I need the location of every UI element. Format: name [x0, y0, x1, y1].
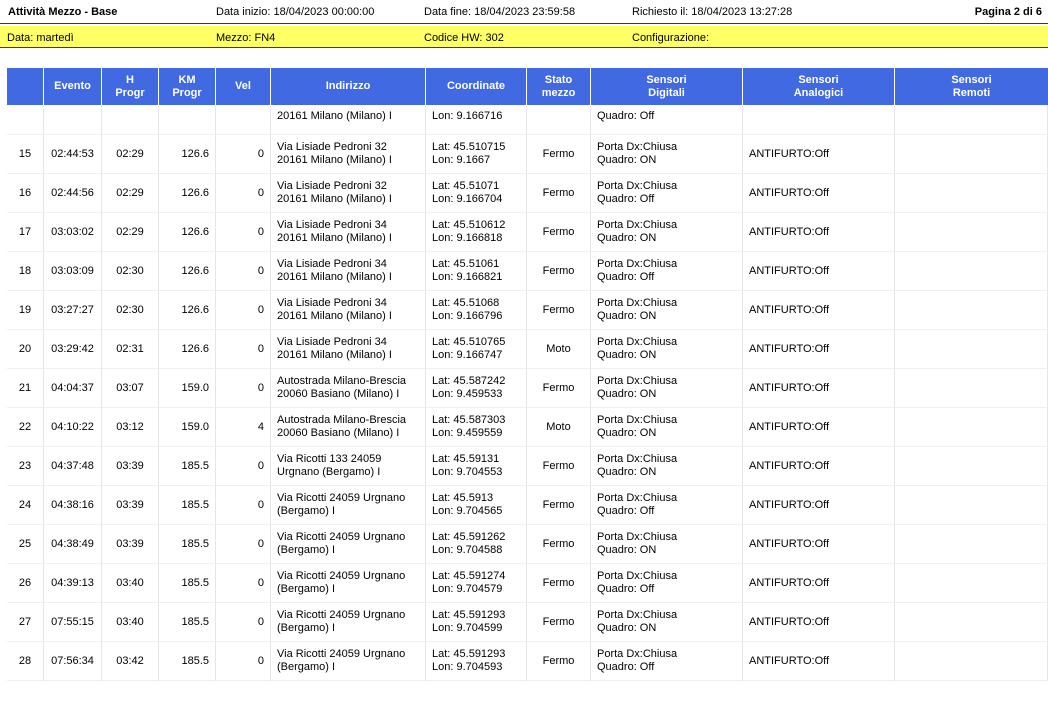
- col-sensori-digitali-header: Sensori Digitali: [591, 68, 743, 105]
- col-index-header: [7, 68, 44, 105]
- vehicle-status-cell: Fermo: [527, 291, 591, 330]
- h-progr-cell: 03:12: [102, 408, 159, 447]
- requested-date: Richiesto il: 18/04/2023 13:27:28: [632, 6, 793, 18]
- remote-sensors-cell: [895, 486, 1048, 525]
- info-configuration: Configurazione:: [632, 32, 710, 44]
- km-progr-cell: 126.6: [159, 174, 216, 213]
- remote-sensors-cell: [895, 291, 1048, 330]
- event-time-cell: 04:04:37: [44, 369, 102, 408]
- row-number-cell: 20: [7, 330, 44, 369]
- row-number-cell: 27: [7, 603, 44, 642]
- address-cell: Via Lisiade Pedroni 34 20161 Milano (Milano) I: [271, 252, 426, 291]
- table-row: [7, 174, 1048, 213]
- table-row: [7, 447, 1048, 486]
- table-row: [7, 486, 1048, 525]
- event-time-cell: 02:44:56: [44, 174, 102, 213]
- event-time-cell: 04:38:16: [44, 486, 102, 525]
- row-number-cell: 16: [7, 174, 44, 213]
- table-row: [7, 642, 1048, 681]
- end-date: Data fine: 18/04/2023 23:59:58: [424, 6, 576, 18]
- km-progr-cell: [159, 105, 216, 135]
- digital-sensors-cell: Porta Dx:Chiusa Quadro: ON: [591, 330, 743, 369]
- remote-sensors-cell: [895, 105, 1048, 135]
- h-progr-cell: 02:31: [102, 330, 159, 369]
- report-header: [0, 0, 1048, 24]
- coordinates-cell: Lat: 45.587242 Lon: 9.459533: [426, 369, 527, 408]
- vehicle-status-cell: Fermo: [527, 525, 591, 564]
- col-km-progr-header: KM Progr: [159, 68, 216, 105]
- vehicle-status-cell: [527, 105, 591, 135]
- analog-sensors-cell: ANTIFURTO:Off: [743, 447, 895, 486]
- activity-table: [7, 68, 1048, 681]
- row-number-cell: 21: [7, 369, 44, 408]
- km-progr-cell: 185.5: [159, 564, 216, 603]
- digital-sensors-cell: Porta Dx:Chiusa Quadro: Off: [591, 564, 743, 603]
- km-progr-cell: 185.5: [159, 486, 216, 525]
- row-number-cell: 17: [7, 213, 44, 252]
- event-time-cell: 03:29:42: [44, 330, 102, 369]
- vehicle-status-cell: Moto: [527, 330, 591, 369]
- address-cell: Via Ricotti 24059 Urgnano (Bergamo) I: [271, 486, 426, 525]
- row-number-cell: 25: [7, 525, 44, 564]
- digital-sensors-cell: Porta Dx:Chiusa Quadro: ON: [591, 603, 743, 642]
- col-sensori-analogici-header: Sensori Analogici: [743, 68, 895, 105]
- speed-cell: 0: [216, 486, 271, 525]
- speed-cell: 0: [216, 330, 271, 369]
- digital-sensors-cell: Porta Dx:Chiusa Quadro: Off: [591, 174, 743, 213]
- address-cell: Via Lisiade Pedroni 34 20161 Milano (Milano) I: [271, 291, 426, 330]
- analog-sensors-cell: ANTIFURTO:Off: [743, 642, 895, 681]
- speed-cell: 0: [216, 135, 271, 174]
- h-progr-cell: 03:39: [102, 525, 159, 564]
- analog-sensors-cell: ANTIFURTO:Off: [743, 135, 895, 174]
- analog-sensors-cell: ANTIFURTO:Off: [743, 603, 895, 642]
- speed-cell: 0: [216, 174, 271, 213]
- event-time-cell: 02:44:53: [44, 135, 102, 174]
- analog-sensors-cell: ANTIFURTO:Off: [743, 174, 895, 213]
- coordinates-cell: Lat: 45.587303 Lon: 9.459559: [426, 408, 527, 447]
- table-row: [7, 525, 1048, 564]
- col-h-progr-header: H Progr: [102, 68, 159, 105]
- row-number-cell: 22: [7, 408, 44, 447]
- h-progr-cell: 03:07: [102, 369, 159, 408]
- vehicle-status-cell: Fermo: [527, 174, 591, 213]
- h-progr-cell: 03:40: [102, 603, 159, 642]
- event-time-cell: 04:38:49: [44, 525, 102, 564]
- col-coordinate-header: Coordinate: [426, 68, 527, 105]
- remote-sensors-cell: [895, 564, 1048, 603]
- digital-sensors-cell: Porta Dx:Chiusa Quadro: ON: [591, 525, 743, 564]
- coordinates-cell: Lon: 9.166716: [426, 105, 527, 135]
- speed-cell: 0: [216, 564, 271, 603]
- vehicle-status-cell: Fermo: [527, 135, 591, 174]
- analog-sensors-cell: ANTIFURTO:Off: [743, 408, 895, 447]
- analog-sensors-cell: ANTIFURTO:Off: [743, 213, 895, 252]
- event-time-cell: 04:39:13: [44, 564, 102, 603]
- table-row: [7, 408, 1048, 447]
- analog-sensors-cell: ANTIFURTO:Off: [743, 486, 895, 525]
- address-cell: Via Lisiade Pedroni 34 20161 Milano (Milano) I: [271, 213, 426, 252]
- remote-sensors-cell: [895, 174, 1048, 213]
- address-cell: Autostrada Milano-Brescia 20060 Basiano (Milano) I: [271, 408, 426, 447]
- row-number-cell: 28: [7, 642, 44, 681]
- vehicle-status-cell: Fermo: [527, 642, 591, 681]
- coordinates-cell: Lat: 45.51071 Lon: 9.166704: [426, 174, 527, 213]
- table-row: [7, 105, 1048, 135]
- km-progr-cell: 159.0: [159, 408, 216, 447]
- analog-sensors-cell: ANTIFURTO:Off: [743, 252, 895, 291]
- km-progr-cell: 126.6: [159, 252, 216, 291]
- table-row: [7, 564, 1048, 603]
- event-time-cell: 07:55:15: [44, 603, 102, 642]
- table-header-row: [7, 68, 1048, 105]
- address-cell: Via Ricotti 24059 Urgnano (Bergamo) I: [271, 603, 426, 642]
- start-date: Data inizio: 18/04/2023 00:00:00: [216, 6, 375, 18]
- table-row: [7, 603, 1048, 642]
- row-number-cell: [7, 105, 44, 135]
- coordinates-cell: Lat: 45.591274 Lon: 9.704579: [426, 564, 527, 603]
- col-evento-header: Evento: [44, 68, 102, 105]
- speed-cell: 0: [216, 603, 271, 642]
- digital-sensors-cell: Porta Dx:Chiusa Quadro: Off: [591, 642, 743, 681]
- remote-sensors-cell: [895, 213, 1048, 252]
- speed-cell: 0: [216, 213, 271, 252]
- event-time-cell: [44, 105, 102, 135]
- speed-cell: 4: [216, 408, 271, 447]
- event-time-cell: 03:03:09: [44, 252, 102, 291]
- address-cell: Autostrada Milano-Brescia 20060 Basiano (Milano) I: [271, 369, 426, 408]
- analog-sensors-cell: [743, 105, 895, 135]
- address-cell: Via Ricotti 24059 Urgnano (Bergamo) I: [271, 642, 426, 681]
- address-cell: Via Lisiade Pedroni 34 20161 Milano (Milano) I: [271, 330, 426, 369]
- address-cell: 20161 Milano (Milano) I: [271, 105, 426, 135]
- speed-cell: 0: [216, 642, 271, 681]
- h-progr-cell: [102, 105, 159, 135]
- vehicle-status-cell: Fermo: [527, 447, 591, 486]
- remote-sensors-cell: [895, 252, 1048, 291]
- vehicle-status-cell: Moto: [527, 408, 591, 447]
- coordinates-cell: Lat: 45.59131 Lon: 9.704553: [426, 447, 527, 486]
- digital-sensors-cell: Porta Dx:Chiusa Quadro: ON: [591, 213, 743, 252]
- km-progr-cell: 159.0: [159, 369, 216, 408]
- row-number-cell: 23: [7, 447, 44, 486]
- table-row: [7, 291, 1048, 330]
- table-row: [7, 330, 1048, 369]
- page-indicator: Pagina 2 di 6: [974, 6, 1042, 18]
- speed-cell: 0: [216, 369, 271, 408]
- remote-sensors-cell: [895, 525, 1048, 564]
- event-time-cell: 04:37:48: [44, 447, 102, 486]
- col-sensori-remoti-header: Sensori Remoti: [895, 68, 1048, 105]
- coordinates-cell: Lat: 45.591293 Lon: 9.704593: [426, 642, 527, 681]
- col-stato-mezzo-header: Stato mezzo: [527, 68, 591, 105]
- speed-cell: 0: [216, 252, 271, 291]
- row-number-cell: 26: [7, 564, 44, 603]
- event-time-cell: 03:03:02: [44, 213, 102, 252]
- remote-sensors-cell: [895, 642, 1048, 681]
- analog-sensors-cell: ANTIFURTO:Off: [743, 291, 895, 330]
- vehicle-status-cell: Fermo: [527, 252, 591, 291]
- digital-sensors-cell: Porta Dx:Chiusa Quadro: Off: [591, 252, 743, 291]
- address-cell: Via Ricotti 133 24059 Urgnano (Bergamo) I: [271, 447, 426, 486]
- remote-sensors-cell: [895, 330, 1048, 369]
- address-cell: Via Ricotti 24059 Urgnano (Bergamo) I: [271, 525, 426, 564]
- report-title: Attività Mezzo - Base: [8, 6, 118, 18]
- coordinates-cell: Lat: 45.5913 Lon: 9.704565: [426, 486, 527, 525]
- h-progr-cell: 03:39: [102, 486, 159, 525]
- speed-cell: 0: [216, 525, 271, 564]
- analog-sensors-cell: ANTIFURTO:Off: [743, 525, 895, 564]
- info-day: Data: martedì: [7, 32, 74, 44]
- table-body: [7, 105, 1048, 681]
- digital-sensors-cell: Porta Dx:Chiusa Quadro: ON: [591, 408, 743, 447]
- row-number-cell: 18: [7, 252, 44, 291]
- h-progr-cell: 02:29: [102, 174, 159, 213]
- event-time-cell: 04:10:22: [44, 408, 102, 447]
- km-progr-cell: 126.6: [159, 330, 216, 369]
- coordinates-cell: Lat: 45.51061 Lon: 9.166821: [426, 252, 527, 291]
- digital-sensors-cell: Porta Dx:Chiusa Quadro: ON: [591, 447, 743, 486]
- h-progr-cell: 02:29: [102, 135, 159, 174]
- row-number-cell: 24: [7, 486, 44, 525]
- vehicle-status-cell: Fermo: [527, 564, 591, 603]
- digital-sensors-cell: Porta Dx:Chiusa Quadro: ON: [591, 369, 743, 408]
- h-progr-cell: 02:29: [102, 213, 159, 252]
- table-row: [7, 213, 1048, 252]
- km-progr-cell: 185.5: [159, 603, 216, 642]
- vehicle-status-cell: Fermo: [527, 369, 591, 408]
- coordinates-cell: Lat: 45.510765 Lon: 9.166747: [426, 330, 527, 369]
- h-progr-cell: 03:42: [102, 642, 159, 681]
- km-progr-cell: 126.6: [159, 213, 216, 252]
- address-cell: Via Lisiade Pedroni 32 20161 Milano (Milano) I: [271, 174, 426, 213]
- analog-sensors-cell: ANTIFURTO:Off: [743, 369, 895, 408]
- event-time-cell: 07:56:34: [44, 642, 102, 681]
- digital-sensors-cell: Quadro: Off: [591, 105, 743, 135]
- km-progr-cell: 185.5: [159, 525, 216, 564]
- row-number-cell: 15: [7, 135, 44, 174]
- digital-sensors-cell: Porta Dx:Chiusa Quadro: ON: [591, 135, 743, 174]
- km-progr-cell: 185.5: [159, 447, 216, 486]
- km-progr-cell: 185.5: [159, 642, 216, 681]
- coordinates-cell: Lat: 45.591293 Lon: 9.704599: [426, 603, 527, 642]
- coordinates-cell: Lat: 45.51068 Lon: 9.166796: [426, 291, 527, 330]
- speed-cell: 0: [216, 447, 271, 486]
- vehicle-status-cell: Fermo: [527, 486, 591, 525]
- info-bar: [0, 26, 1048, 48]
- row-number-cell: 19: [7, 291, 44, 330]
- vehicle-status-cell: Fermo: [527, 213, 591, 252]
- address-cell: Via Lisiade Pedroni 32 20161 Milano (Milano) I: [271, 135, 426, 174]
- h-progr-cell: 02:30: [102, 252, 159, 291]
- address-cell: Via Ricotti 24059 Urgnano (Bergamo) I: [271, 564, 426, 603]
- table-row: [7, 135, 1048, 174]
- col-vel-header: Vel: [216, 68, 271, 105]
- km-progr-cell: 126.6: [159, 135, 216, 174]
- info-hw-code: Codice HW: 302: [424, 32, 504, 44]
- analog-sensors-cell: ANTIFURTO:Off: [743, 330, 895, 369]
- table-row: [7, 252, 1048, 291]
- km-progr-cell: 126.6: [159, 291, 216, 330]
- remote-sensors-cell: [895, 369, 1048, 408]
- table-row: [7, 369, 1048, 408]
- coordinates-cell: Lat: 45.591262 Lon: 9.704588: [426, 525, 527, 564]
- remote-sensors-cell: [895, 408, 1048, 447]
- h-progr-cell: 03:39: [102, 447, 159, 486]
- speed-cell: 0: [216, 291, 271, 330]
- info-vehicle: Mezzo: FN4: [216, 32, 276, 44]
- col-indirizzo-header: Indirizzo: [271, 68, 426, 105]
- analog-sensors-cell: ANTIFURTO:Off: [743, 564, 895, 603]
- remote-sensors-cell: [895, 135, 1048, 174]
- speed-cell: [216, 105, 271, 135]
- h-progr-cell: 03:40: [102, 564, 159, 603]
- event-time-cell: 03:27:27: [44, 291, 102, 330]
- coordinates-cell: Lat: 45.510715 Lon: 9.1667: [426, 135, 527, 174]
- coordinates-cell: Lat: 45.510612 Lon: 9.166818: [426, 213, 527, 252]
- remote-sensors-cell: [895, 447, 1048, 486]
- remote-sensors-cell: [895, 603, 1048, 642]
- digital-sensors-cell: Porta Dx:Chiusa Quadro: Off: [591, 486, 743, 525]
- digital-sensors-cell: Porta Dx:Chiusa Quadro: ON: [591, 291, 743, 330]
- h-progr-cell: 02:30: [102, 291, 159, 330]
- vehicle-status-cell: Fermo: [527, 603, 591, 642]
